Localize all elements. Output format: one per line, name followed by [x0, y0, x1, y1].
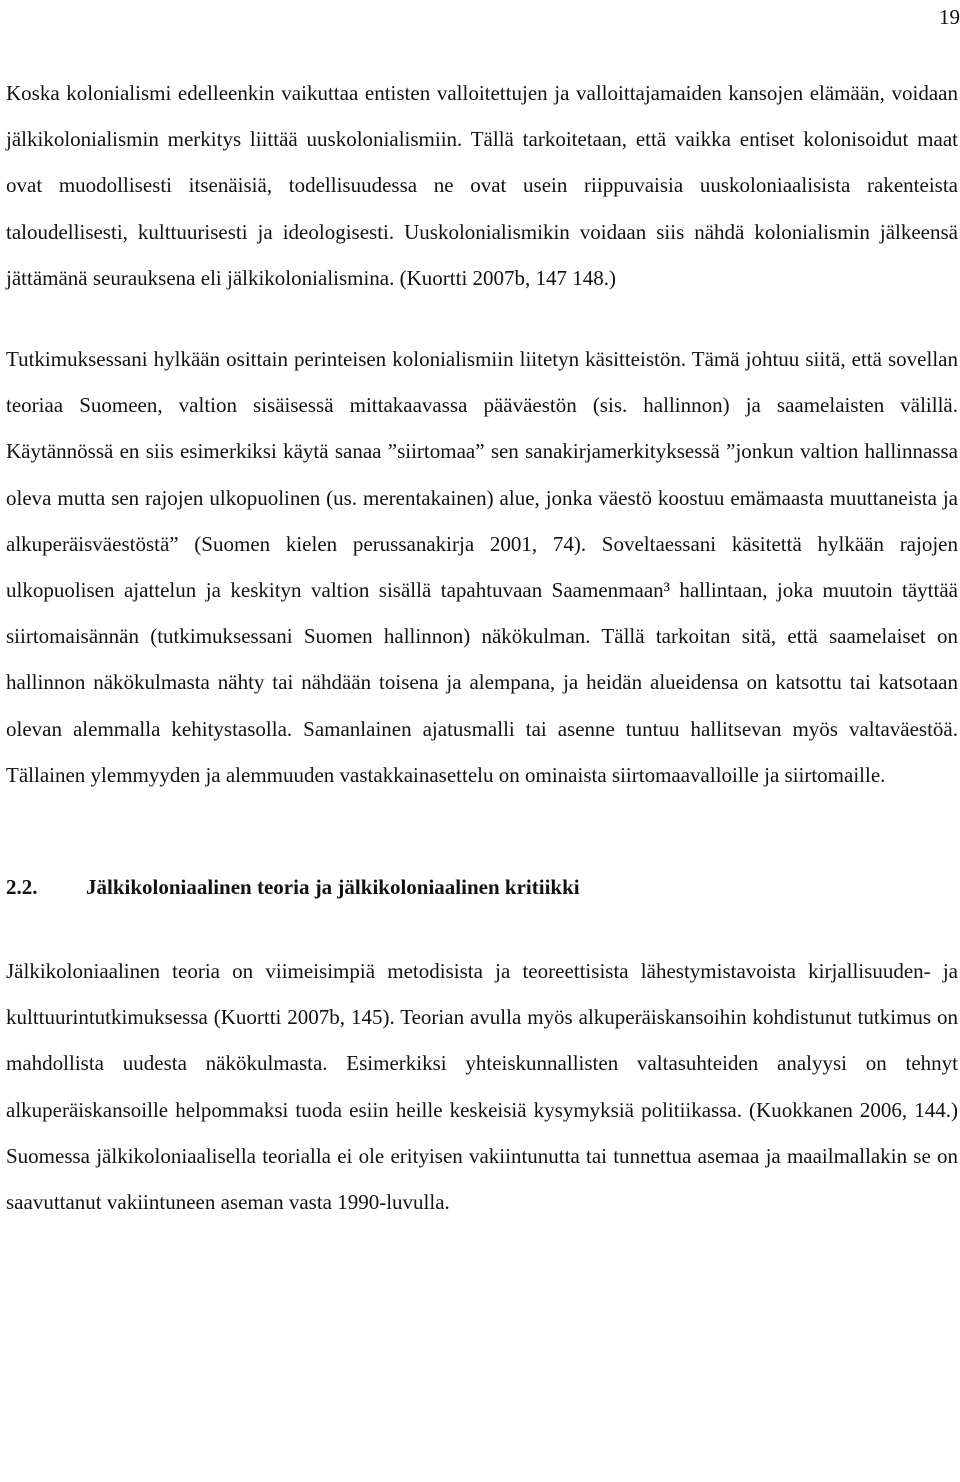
paragraph-neocolonialism: Koska kolonialismi edelleenkin vaikuttaa entisten valloitettujen ja valloittajamaiden kansojen elämään, voidaan jälkikolonialismin merkitys liittää uuskolonialismiin. Tällä tarkoitetaan, että vaikka entiset kolonisoidut maat ovat muodollisesti itsenäisiä, todellisuudessa ne ovat usein riippuvaisia uuskoloniaalisista rakenteista taloudellisesti, kulttuurisesti ja ideologisesti. Uuskolonialismikin voidaan siis nähdä kolonialismin jälkeensä jättämänä seurauksena eli jälkikolonialismina. (Kuortti 2007b, 147 148.) [6, 81, 958, 290]
section-title: Jälkikoloniaalinen teoria ja jälkikoloniaalinen kritiikki [86, 875, 580, 900]
section-spacer [6, 798, 958, 864]
section-heading [6, 864, 958, 910]
paragraph-spacer [6, 301, 958, 336]
heading-spacer [6, 910, 958, 948]
page-number: 19 [939, 5, 960, 29]
paragraph-terminology: Tutkimuksessani hylkään osittain perinteisen kolonialismiin liitetyn käsitteistön. Tämä johtuu siitä, että sovellan teoriaa Suomeen, valtion sisäisessä mittakaavassa pääväestön (sis. hallinnon) ja saamelaisten välillä. Käytännössä en siis esimerkiksi käytä sanaa ”siirtomaa” sen sanakirjamerkityksessä ”jonkun valtion hallinnassa oleva mutta sen rajojen ulkopuolinen (us. merentakainen) alue, jonka väestö koostuu emämaasta muuttaneista ja alkuperäisväestöstä” (Suomen kielen perussanakirja 2001, 74). Soveltaessani käsitettä hylkään rajojen ulkopuolisen ajattelun ja keskityn valtion sisällä tapahtuvaan Saamenmaan³ hallintaan, joka muutoin täyttää siirtomaisännän (tutkimuksessani Suomen hallinnon) näkökulman. Tällä tarkoitan sitä, että saamelaiset on hallinnon näkökulmasta nähty tai nähdään toisena ja alempana, ja heidän alueidensa on katsottu tai katsotaan olevan alemmalla kehitystasolla. Samanlainen ajatusmalli tai asenne tuntuu hallitsevan myös valtaväestöä. Tällainen ylemmyyden ja alemmuuden vastakkainasettelu on ominaista siirtomaavalloille ja siirtomaille. [6, 347, 958, 787]
section-number: 2.2. [6, 875, 38, 900]
document-body [6, 70, 958, 1225]
paragraph-postcolonial-theory: Jälkikoloniaalinen teoria on viimeisimpiä metodisista ja teoreettisista lähestymistavoista kirjallisuuden- ja kulttuurintutkimuksessa (Kuortti 2007b, 145). Teorian avulla myös alkuperäiskansoihin kohdistunut tutkimus on mahdollista uudesta näkökulmasta. Esimerkiksi yhteiskunnallisten valtasuhteiden analyysi on tehnyt alkuperäiskansoille helpommaksi tuoda esiin heille keskeisiä kysymyksiä politiikassa. (Kuokkanen 2006, 144.) Suomessa jälkikoloniaalisella teorialla ei ole erityisen vakiintunutta tai tunnettua asemaa ja maailmallakin se on saavuttanut vakiintuneen aseman vasta 1990-luvulla. [6, 959, 958, 1215]
